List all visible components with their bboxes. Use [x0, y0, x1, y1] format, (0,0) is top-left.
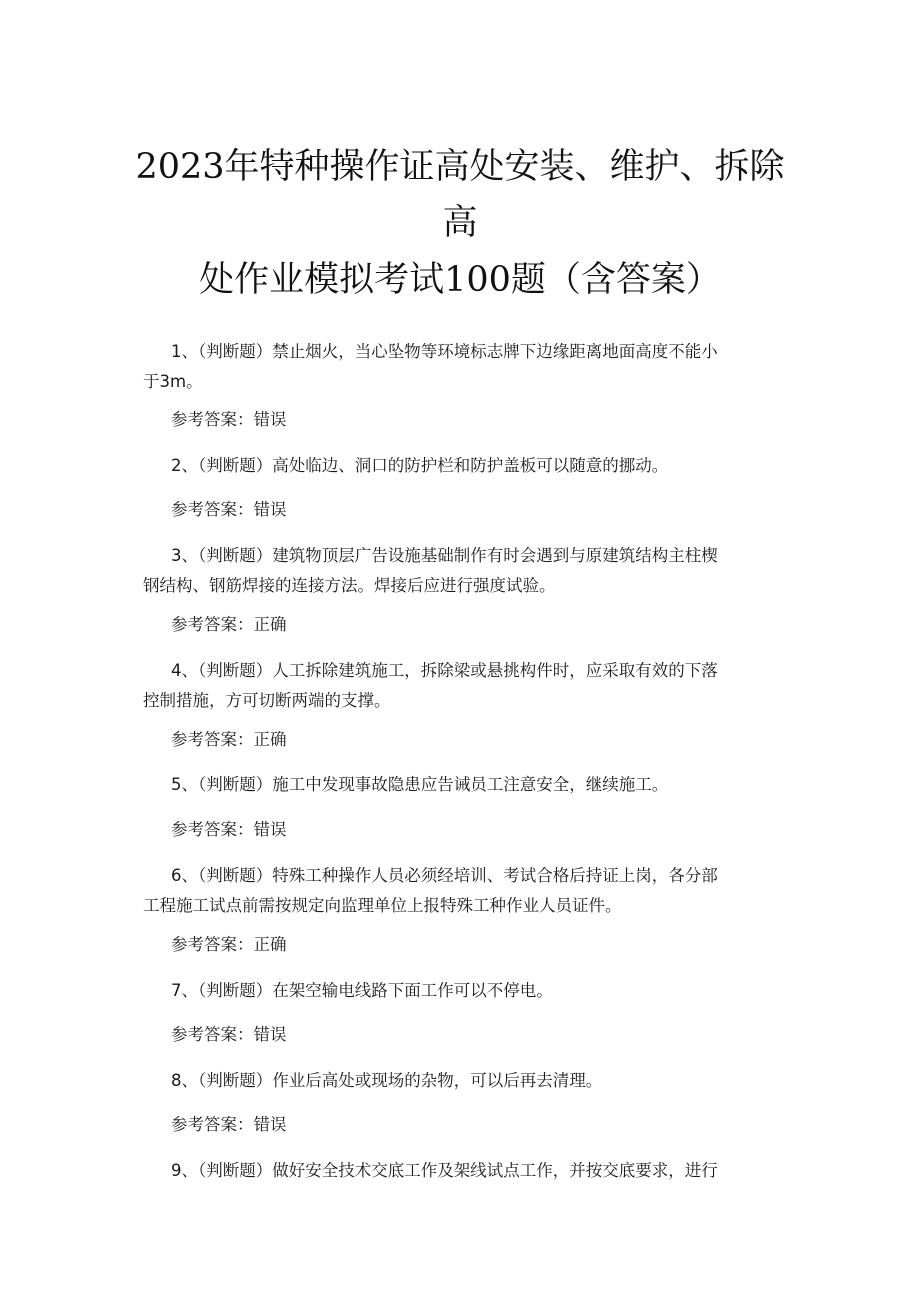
question-item — [143, 1066, 793, 1096]
question-text: 2、（判断题）高处临边、洞口的防护栏和防护盖板可以随意的挪动。 — [171, 456, 669, 475]
answer-text: 参考答案：正确 — [171, 730, 287, 749]
question-text: 8、（判断题）作业后高处或现场的杂物，可以后再去清理。 — [171, 1071, 603, 1090]
answer-text: 参考答案：错误 — [171, 820, 287, 839]
question-item — [143, 656, 793, 716]
question-item — [143, 861, 793, 921]
question-text: 3、（判断题）建筑物顶层广告设施基础制作有时会遇到与原建筑结构主柱楔 — [171, 546, 718, 565]
question-text: 4、（判断题）人工拆除建筑施工，拆除梁或悬挑构件时，应采取有效的下落 — [171, 661, 718, 680]
question-text: 5、（判断题）施工中发现事故隐患应告诫员工注意安全，继续施工。 — [171, 775, 669, 794]
question-text: 6、（判断题）特殊工种操作人员必须经培训、考试合格后持证上岗，各分部 — [171, 866, 718, 885]
question-text-continued: 钢结构、钢筋焊接的连接方法。焊接后应进行强度试验。 — [143, 576, 556, 595]
question-item — [143, 770, 793, 800]
question-text: 7、（判断题）在架空输电线路下面工作可以不停电。 — [171, 981, 553, 1000]
question-text: 1、（判断题）禁止烟火，当心坠物等环境标志牌下边缘距离地面高度不能小 — [171, 342, 718, 361]
answer-text: 参考答案：错误 — [171, 500, 287, 519]
question-item — [143, 976, 793, 1006]
answer-text: 参考答案：错误 — [171, 1115, 287, 1134]
answer-text: 参考答案：正确 — [171, 615, 287, 634]
question-text-continued: 控制措施，方可切断两端的支撑。 — [143, 691, 391, 710]
document-title-line-2: 高 — [442, 203, 478, 243]
question-item — [143, 337, 793, 397]
document-title-line-1: 2023年特种操作证高处安装、维护、拆除 — [135, 147, 785, 187]
answer-text: 参考答案：正确 — [171, 935, 287, 954]
question-item — [143, 541, 793, 601]
document-title-line-3: 处作业模拟考试100题（含答案） — [199, 260, 721, 300]
question-text-continued: 于3m。 — [143, 372, 203, 391]
question-text: 9、（判断题）做好安全技术交底工作及架线试点工作，并按交底要求，进行 — [171, 1161, 718, 1180]
answer-text: 参考答案：错误 — [171, 1025, 287, 1044]
answer-text: 参考答案：错误 — [171, 410, 287, 429]
question-text-continued: 工程施工试点前需按规定向监理单位上报特殊工种作业人员证件。 — [143, 896, 622, 915]
question-item — [143, 451, 793, 481]
question-item — [143, 1156, 793, 1186]
